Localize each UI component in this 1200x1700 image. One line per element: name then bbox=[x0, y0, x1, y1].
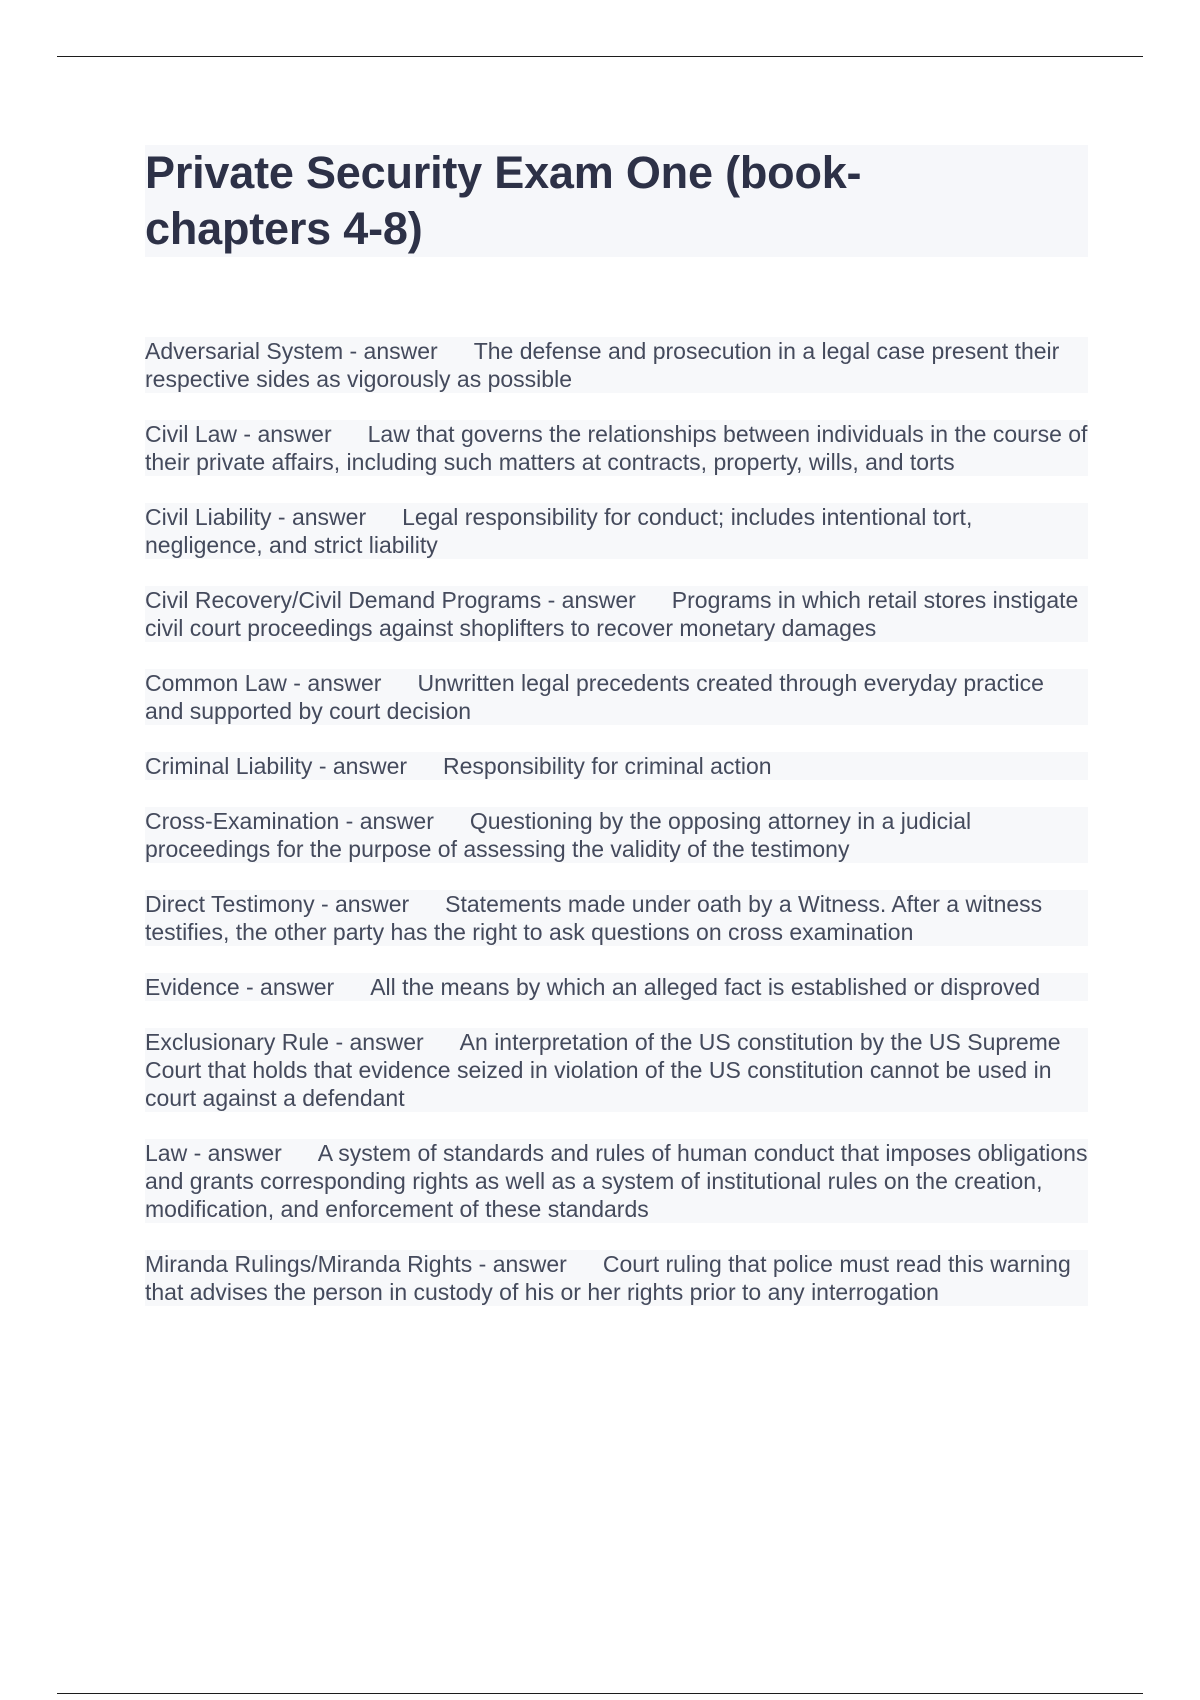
flashcard-list bbox=[145, 337, 1088, 1306]
entry-definition: Unwritten legal precedents created through everyday practice and supported by court decision bbox=[145, 670, 1044, 724]
flashcard-entry bbox=[145, 807, 1088, 863]
flashcard-entry bbox=[145, 1250, 1088, 1306]
entry-definition: Legal responsibility for conduct; includes intentional tort, negligence, and strict liability bbox=[145, 504, 973, 558]
flashcard-entry bbox=[145, 586, 1088, 642]
flashcard-entry bbox=[145, 503, 1088, 559]
entry-term: Direct Testimony - answer bbox=[145, 891, 410, 917]
flashcard-entry bbox=[145, 890, 1088, 946]
entry-term: Exclusionary Rule - answer bbox=[145, 1029, 424, 1055]
page-content bbox=[145, 145, 1088, 1333]
entry-term: Civil Recovery/Civil Demand Programs - answer bbox=[145, 587, 636, 613]
flashcard-entry bbox=[145, 669, 1088, 725]
entry-term: Common Law - answer bbox=[145, 670, 382, 696]
entry-definition: All the means by which an alleged fact is established or disproved bbox=[370, 974, 1041, 1000]
flashcard-entry bbox=[145, 752, 1088, 780]
bottom-rule bbox=[57, 1693, 1143, 1694]
entry-term: Cross-Examination - answer bbox=[145, 808, 434, 834]
entry-definition: The defense and prosecution in a legal case present their respective sides as vigorously as possible bbox=[145, 338, 1060, 392]
flashcard-entry bbox=[145, 337, 1088, 393]
entry-term: Civil Liability - answer bbox=[145, 504, 367, 530]
entry-definition: A system of standards and rules of human conduct that imposes obligations and grants corresponding rights as well as a system of institutional rules on the creation, modification, and enforcement of these standards bbox=[145, 1140, 1088, 1222]
entry-definition: Law that governs the relationships between individuals in the course of their private affairs, including such matters at contracts, property, wills, and torts bbox=[145, 421, 1088, 475]
entry-definition: Court ruling that police must read this warning that advises the person in custody of his or her rights prior to any interrogation bbox=[145, 1251, 1071, 1305]
title-block bbox=[145, 145, 1088, 257]
entry-definition: Statements made under oath by a Witness. After a witness testifies, the other party has the right to ask questions on cross examination bbox=[145, 891, 1043, 945]
entry-definition: Responsibility for criminal action bbox=[443, 753, 772, 779]
flashcard-entry bbox=[145, 973, 1088, 1001]
flashcard-entry bbox=[145, 420, 1088, 476]
page-title-line-2: chapters 4-8) bbox=[145, 203, 423, 254]
page-title-line-1: Private Security Exam One (book- bbox=[145, 147, 862, 198]
entry-term: Evidence - answer bbox=[145, 974, 335, 1000]
page-title bbox=[145, 145, 1088, 257]
entry-term: Law - answer bbox=[145, 1140, 282, 1166]
entry-definition: Questioning by the opposing attorney in a judicial proceedings for the purpose of assessing the validity of the testimony bbox=[145, 808, 972, 862]
entry-term: Criminal Liability - answer bbox=[145, 753, 408, 779]
entry-definition: Programs in which retail stores instigate civil court proceedings against shoplifters to recover monetary damages bbox=[145, 587, 1079, 641]
entry-term: Adversarial System - answer bbox=[145, 338, 438, 364]
top-rule bbox=[57, 56, 1143, 57]
entry-term: Miranda Rulings/Miranda Rights - answer bbox=[145, 1251, 567, 1277]
flashcard-entry bbox=[145, 1028, 1088, 1112]
flashcard-entry bbox=[145, 1139, 1088, 1223]
entry-term: Civil Law - answer bbox=[145, 421, 332, 447]
entry-definition: An interpretation of the US constitution by the US Supreme Court that holds that evidence seized in violation of the US constitution cannot be used in court against a defendant bbox=[145, 1029, 1061, 1111]
